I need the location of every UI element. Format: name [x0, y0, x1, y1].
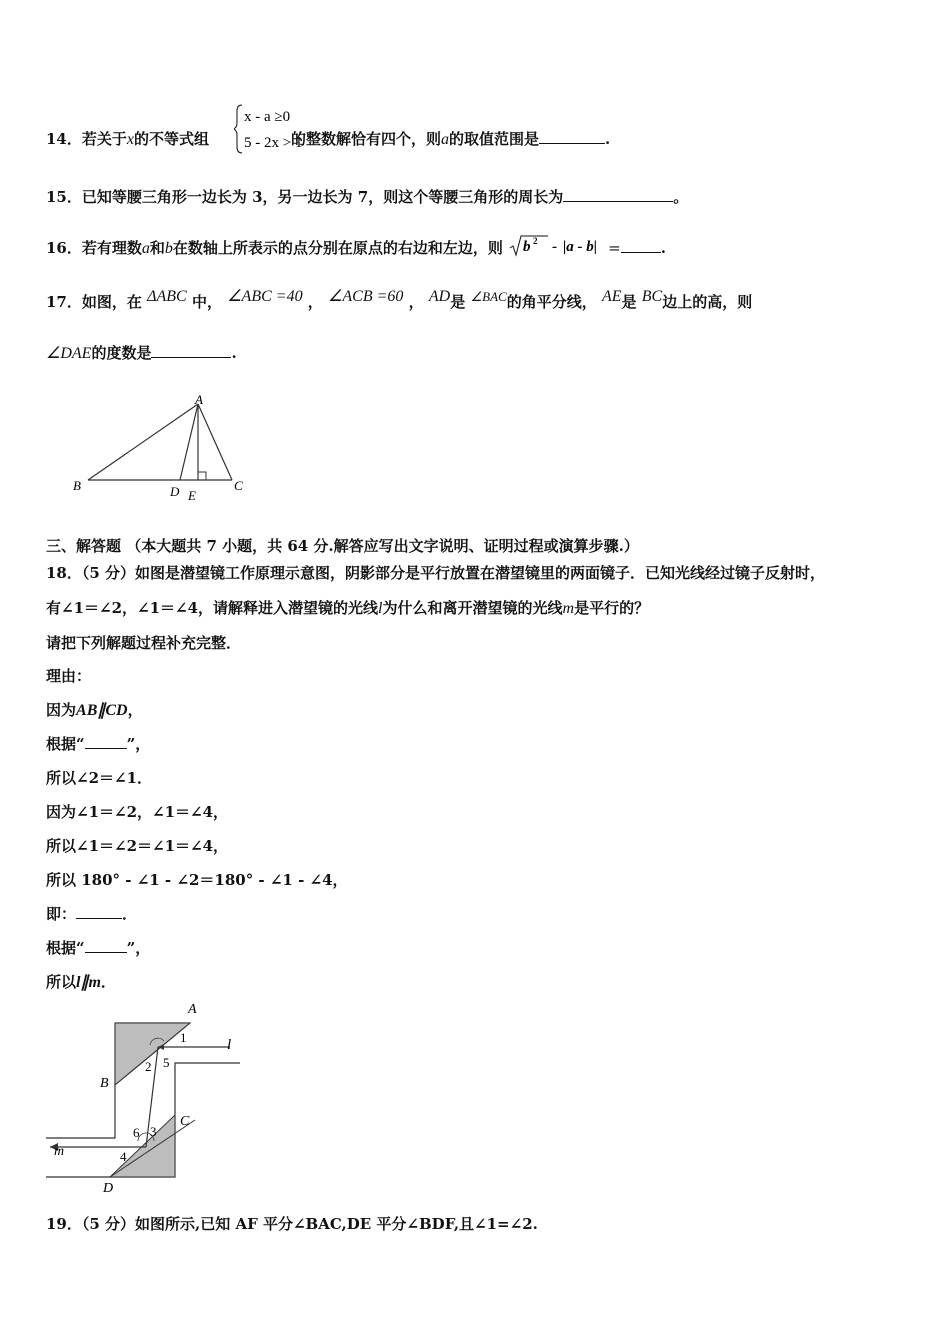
fig18-label-d: D: [103, 1181, 114, 1196]
fig18-label-m: m: [54, 1144, 65, 1159]
fig18-label-b: B: [100, 1076, 109, 1091]
fig18-label-a: A: [188, 1002, 197, 1017]
fig17-label-b: B: [73, 478, 81, 493]
fig17-right-angle-mark: [198, 472, 206, 480]
q18-line-13: 所以l∥m．: [46, 973, 116, 991]
q18-line-5: 因为AB∥CD，: [46, 701, 143, 719]
q14-inequality-system: [234, 103, 324, 155]
q18-line-10: 所以 180° - ∠1 - ∠2＝180° - ∠1 - ∠4，: [46, 871, 348, 889]
svg-text:b: b: [523, 239, 531, 255]
q18-line-9: 所以∠1＝∠2＝∠1＝∠4，: [46, 837, 229, 855]
svg-text:2: 2: [533, 236, 538, 246]
fig18-label-6: 6: [133, 1125, 140, 1140]
fig18-label-c: C: [180, 1114, 190, 1129]
section-3-heading: 三、解答题 （本大题共 7 小题，共 64 分.解答应写出文字说明、证明过程或演算步骤.）: [46, 537, 639, 555]
q18-line-6: 根据“ ”，: [46, 735, 151, 753]
q17-line-2: ∠DAE的度数是 .: [46, 344, 237, 362]
q16-line: 16．若有理数a和b在数轴上所表示的点分别在原点的右边和左边，则 b 2 - |a - b| = .: [46, 233, 666, 259]
fig17-label-c: C: [234, 478, 243, 493]
fig18-label-2: 2: [145, 1059, 152, 1074]
q18-line-1: 18．（5 分）如图是潜望镜工作原理示意图，阴影部分是平行放置在潜望镜里的两面镜子．已知光线经过镜子反射时，: [46, 564, 826, 582]
fig17-label-a: A: [195, 392, 203, 407]
fig18-label-4: 4: [120, 1149, 127, 1164]
fig18-mirror-cd: [110, 1115, 175, 1177]
svg-text:|a - b|: |a - b|: [563, 239, 598, 255]
fig18-label-1: 1: [180, 1030, 187, 1045]
fig18-label-l: l: [227, 1037, 232, 1053]
q14-ineq-1: x - a ≥0: [244, 109, 291, 125]
fig17-bisector-ad: [180, 404, 198, 480]
q16-expression: [508, 233, 608, 259]
fig18-periscope: [40, 995, 260, 1197]
fig17-side-ab: [88, 404, 198, 480]
q18-line-8: 因为∠1＝∠2，∠1＝∠4，: [46, 803, 229, 821]
q18-line-12: 根据“ ”，: [46, 939, 151, 957]
fig18-label-5: 5: [163, 1055, 170, 1070]
q18-line-2: 有∠1＝∠2，∠1＝∠4，请解释进入潜望镜的光线l为什么和离开潜望镜的光线m是平行的？: [46, 599, 650, 617]
q18-line-3: 请把下列解题过程补充完整．: [46, 634, 242, 652]
fig17-label-d: D: [170, 484, 180, 499]
q15-line: 15．已知等腰三角形一边长为 3，另一边长为 7，则这个等腰三角形的周长为 。: [46, 188, 689, 206]
svg-text:-: -: [552, 239, 558, 255]
q18-line-11: 即： ．: [46, 905, 138, 923]
q14-line: 14．若关于x的不等式组 的整数解恰有四个，则a的取值范围是 .: [46, 130, 611, 148]
q19-line: 19．（5 分）如图所示,已知 AF 平分∠BAC,DE 平分∠BDF,且∠1=∠2.: [46, 1215, 538, 1233]
fig17-side-ac: [198, 404, 232, 480]
fig17-triangle: [70, 392, 250, 510]
fig17-label-e: E: [188, 488, 196, 503]
fig18-label-3: 3: [150, 1124, 157, 1139]
q18-line-4: 理由：: [46, 667, 92, 685]
q14-ineq-2: 5 - 2x > 1: [244, 135, 303, 151]
q18-line-7: 所以∠2＝∠1．: [46, 769, 153, 787]
q17-line-1: 17．如图，在 ΔABC 中， ∠ABC =40 ， ∠ACB =60 ， AD是 ∠BAC的角平分线， AE是 BC边上的高，则: [46, 288, 753, 311]
